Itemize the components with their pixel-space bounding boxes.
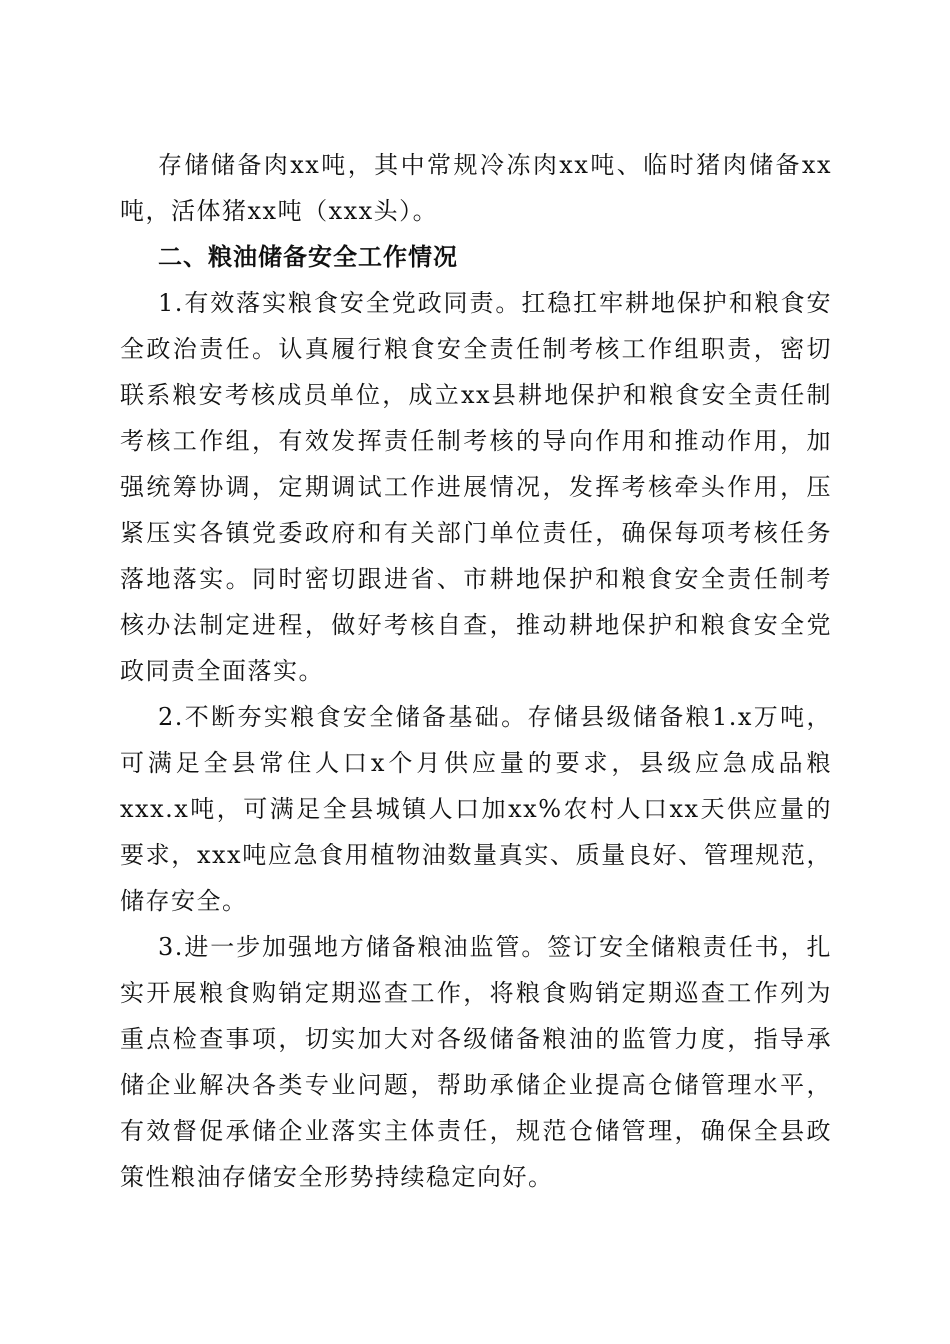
paragraph-meat-reserve: 存储储备肉xx吨，其中常规冷冻肉xx吨、临时猪肉储备xx吨，活体猪xx吨（xxx头）。 (120, 151, 832, 225)
section-heading-grain-oil: 二、粮油储备安全工作情况 (158, 243, 458, 271)
paragraph-item-1: 1.有效落实粮食安全党政同责。扛稳扛牢耕地保护和粮食安全政治责任。认真履行粮食安全责任制考核工作组职责，密切联系粮安考核成员单位，成立xx县耕地保护和粮食安全责任制考核工作组，有效发挥责任制考核的导向作用和推动作用，加强统筹协调，定期调试工作进展情况，发挥考核牵头作用，压紧压实各镇党委政府和有关部门单位责任，确保每项考核任务落地落实。同时密切跟进省、市耕地保护和粮食安全责任制考核办法制定进程，做好考核自查，推动耕地保护和粮食安全党政同责全面落实。 (120, 289, 832, 685)
paragraph-item-3: 3.进一步加强地方储备粮油监管。签订安全储粮责任书，扎实开展粮食购销定期巡查工作，将粮食购销定期巡查工作列为重点检查事项，切实加大对各级储备粮油的监管力度，指导承储企业解决各类专业问题，帮助承储企业提高仓储管理水平，有效督促承储企业落实主体责任，规范仓储管理，确保全县政策性粮油存储安全形势持续稳定向好。 (120, 933, 832, 1191)
paragraph-item-2: 2.不断夯实粮食安全储备基础。存储县级储备粮1.x万吨，可满足全县常住人口x个月供应量的要求，县级应急成品粮xxx.x吨，可满足全县城镇人口加xx%农村人口xx天供应量的要求，xxx吨应急食用植物油数量真实、质量良好、管理规范，储存安全。 (120, 703, 832, 915)
document-body (120, 142, 832, 1200)
